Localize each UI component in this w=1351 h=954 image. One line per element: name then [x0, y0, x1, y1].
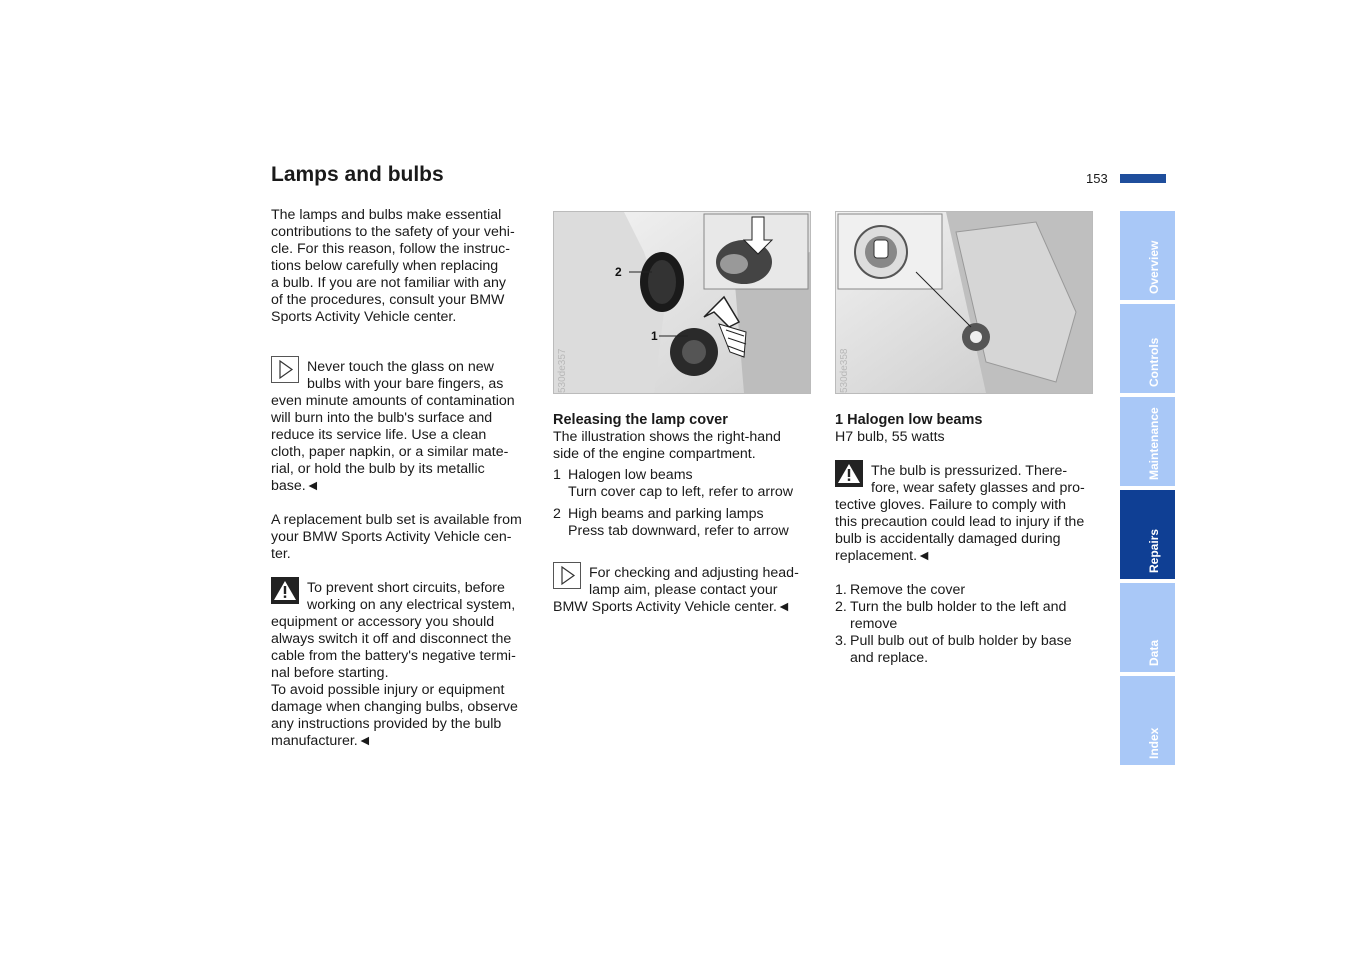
warning-line: To prevent short circuits, before	[307, 580, 505, 596]
tab-maintenance[interactable]	[1120, 397, 1175, 486]
item-number: 2	[553, 506, 561, 522]
tab-label: Repairs	[1146, 528, 1161, 573]
tab-overview[interactable]	[1120, 211, 1175, 300]
note-line: even minute amounts of contamination	[271, 393, 515, 409]
step-text: Remove the cover	[850, 582, 966, 598]
intro-line: of the procedures, consult your BMW	[271, 292, 505, 308]
tab-repairs[interactable]	[1120, 490, 1175, 579]
note-line: reduce its service life. Use a clean	[271, 427, 487, 443]
lamp-cover-illustration	[553, 211, 811, 394]
intro-line: The lamps and bulbs make essential	[271, 207, 502, 223]
note-line: rial, or hold the bulb by its metallic	[271, 461, 485, 477]
warning-line: fore, wear safety glasses and pro-	[871, 480, 1085, 496]
note-line: base.◄	[271, 478, 320, 494]
step-text: remove	[850, 616, 898, 632]
bulb-spec: H7 bulb, 55 watts	[835, 429, 945, 445]
warning-block	[271, 580, 539, 750]
intro-line: side of the engine compartment.	[553, 446, 756, 462]
step-item	[835, 633, 1105, 667]
note-line: For checking and adjusting head-	[589, 565, 799, 581]
step-item	[835, 599, 1105, 633]
section-heading: Releasing the lamp cover	[553, 412, 728, 428]
halogen-bulb-illustration	[835, 211, 1093, 394]
callout-2: 2	[615, 265, 622, 279]
note-line: lamp aim, please contact your	[589, 582, 778, 598]
note-arrow-icon	[271, 356, 299, 383]
warning-line: always switch it off and disconnect the	[271, 631, 512, 647]
step-number: 3.	[835, 633, 847, 649]
step-text: Pull bulb out of bulb holder by base	[850, 633, 1072, 649]
section-heading: 1 Halogen low beams	[835, 412, 983, 428]
page-title: Lamps and bulbs	[271, 163, 444, 186]
column-3	[835, 412, 1105, 667]
replacement-line: your BMW Sports Activity Vehicle cen-	[271, 529, 512, 545]
note-line: Never touch the glass on new	[307, 359, 494, 375]
warning-line: bulb is accidentally damaged during	[835, 531, 1061, 547]
replacement-line: ter.	[271, 546, 291, 562]
image-code: 530de358	[839, 348, 850, 393]
item-number: 1	[553, 467, 561, 483]
intro-line: cle. For this reason, follow the instruc-	[271, 241, 510, 257]
tab-label: Controls	[1146, 337, 1161, 387]
note-block	[553, 565, 821, 616]
tab-label: Maintenance	[1146, 407, 1161, 480]
warning-icon	[835, 460, 863, 487]
item-detail: Turn cover cap to left, refer to arrow	[568, 484, 793, 500]
warning-icon	[271, 577, 299, 604]
warning-line: replacement.◄	[835, 548, 932, 564]
note-arrow-icon	[553, 562, 581, 589]
page-number: 153	[1086, 171, 1108, 186]
note-line: bulbs with your bare fingers, as	[307, 376, 504, 392]
warning-block	[835, 463, 1105, 565]
note-line: will burn into the bulb's surface and	[271, 410, 493, 426]
list-item	[553, 467, 821, 501]
engine-compartment-drawing	[554, 212, 810, 393]
warning-line: The bulb is pressurized. There-	[871, 463, 1068, 479]
column-2	[553, 412, 821, 616]
intro-line: The illustration shows the right-hand	[553, 429, 781, 445]
callout-1: 1	[651, 329, 658, 343]
warning-line: this precaution could lead to injury if the	[835, 514, 1085, 530]
warning-line: equipment or accessory you should	[271, 614, 495, 630]
warning-line: damage when changing bulbs, observe	[271, 699, 518, 715]
step-text: and replace.	[850, 650, 929, 666]
list-item	[553, 506, 821, 540]
tab-controls[interactable]	[1120, 304, 1175, 393]
intro-line: tions below carefully when replacing	[271, 258, 499, 274]
step-item	[835, 582, 1105, 599]
intro-line: contributions to the safety of your vehi-	[271, 224, 515, 240]
tab-label: Overview	[1146, 240, 1161, 294]
note-line: BMW Sports Activity Vehicle center.◄	[553, 599, 791, 615]
intro-line: a bulb. If you are not familiar with any	[271, 275, 507, 291]
item-title: Halogen low beams	[568, 467, 693, 483]
step-number: 1.	[835, 582, 847, 598]
warning-line: manufacturer.◄	[271, 733, 372, 749]
item-title: High beams and parking lamps	[568, 506, 764, 522]
warning-line: any instructions provided by the bulb	[271, 716, 502, 732]
step-text: Turn the bulb holder to the left and	[850, 599, 1067, 615]
warning-line: working on any electrical system,	[307, 597, 516, 613]
image-code: 530de357	[557, 348, 568, 393]
warning-line: tective gloves. Failure to comply with	[835, 497, 1067, 513]
tab-label: Data	[1146, 639, 1161, 666]
intro-line: Sports Activity Vehicle center.	[271, 309, 457, 325]
bulb-holder-drawing	[836, 212, 1092, 393]
replacement-line: A replacement bulb set is available from	[271, 512, 522, 528]
warning-line: To avoid possible injury or equipment	[271, 682, 505, 698]
step-number: 2.	[835, 599, 847, 615]
tab-data[interactable]	[1120, 583, 1175, 672]
note-block	[271, 359, 539, 495]
warning-line: nal before starting.	[271, 665, 389, 681]
page-number-bar	[1120, 174, 1166, 183]
tab-label: Index	[1146, 727, 1161, 759]
warning-line: cable from the battery's negative termi-	[271, 648, 516, 664]
tab-index[interactable]	[1120, 676, 1175, 765]
column-1	[271, 207, 539, 750]
item-detail: Press tab downward, refer to arrow	[568, 523, 789, 539]
note-line: cloth, paper napkin, or a similar mate-	[271, 444, 509, 460]
